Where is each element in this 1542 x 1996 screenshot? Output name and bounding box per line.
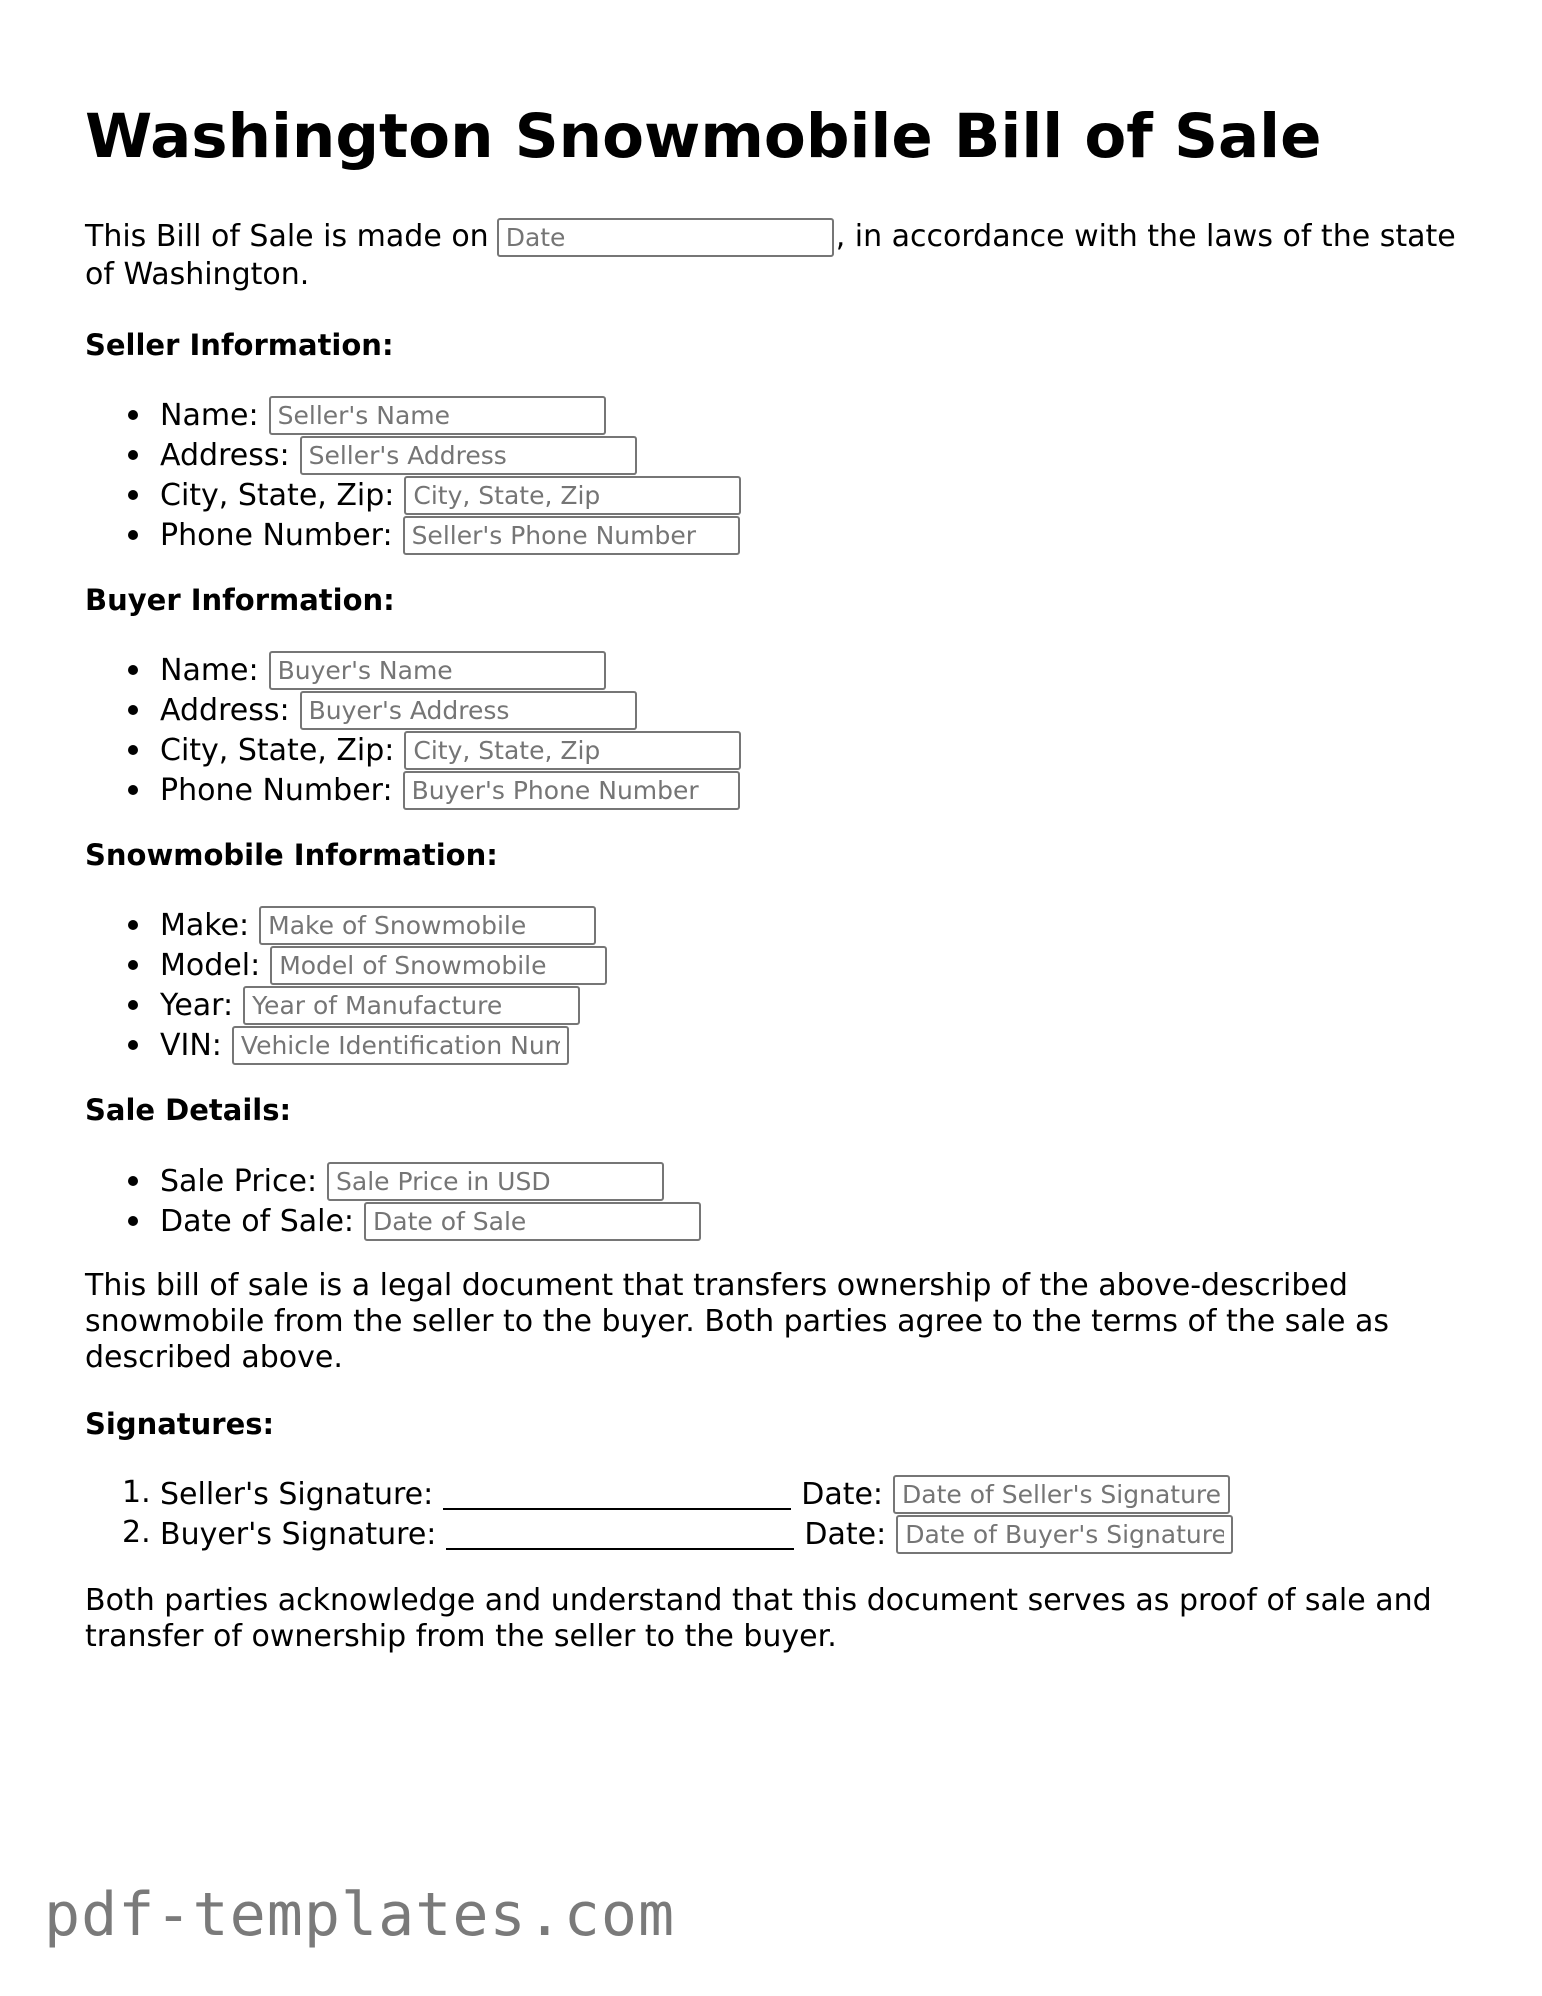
seller-csz-row xyxy=(160,476,741,515)
bullet xyxy=(128,745,138,755)
legal-paragraph: This bill of sale is a legal document that transfers ownership of the above-described snowmobile from the seller to the buyer. Both parties agree to the terms of the sale as described above. xyxy=(85,1268,1390,1375)
seller-phone-label: Phone Number: xyxy=(160,517,393,553)
page-title: Washington Snowmobile Bill of Sale xyxy=(85,101,1322,172)
seller-name-input[interactable] xyxy=(269,396,606,435)
buyer-csz-row xyxy=(160,731,741,770)
intro-paragraph xyxy=(85,218,1465,293)
snowmobile-year-input[interactable] xyxy=(243,986,580,1025)
seller-signature-row xyxy=(160,1475,1230,1514)
signatures-heading: Signatures: xyxy=(85,1407,275,1441)
sale-date-label: Date of Sale: xyxy=(160,1203,355,1239)
snowmobile-vin-row xyxy=(160,1026,569,1065)
snowmobile-year-label: Year: xyxy=(160,987,234,1023)
bullet xyxy=(128,960,138,970)
seller-signature-line[interactable] xyxy=(443,1480,791,1510)
bullet xyxy=(128,920,138,930)
seller-csz-label: City, State, Zip: xyxy=(160,477,395,513)
buyer-signature-label: Buyer's Signature: xyxy=(160,1516,437,1552)
bullet xyxy=(128,1000,138,1010)
snowmobile-model-input[interactable] xyxy=(270,946,607,985)
snowmobile-vin-label: VIN: xyxy=(160,1027,222,1063)
snowmobile-make-row xyxy=(160,906,596,945)
sale-date-input[interactable] xyxy=(364,1202,701,1241)
snowmobile-heading: Snowmobile Information: xyxy=(85,838,498,872)
list-number: 2. xyxy=(122,1515,151,1550)
sale-date-row xyxy=(160,1202,701,1241)
buyer-signature-date-label: Date: xyxy=(804,1516,887,1552)
seller-csz-input[interactable] xyxy=(404,476,741,515)
bullet xyxy=(128,785,138,795)
snowmobile-make-label: Make: xyxy=(160,907,250,943)
buyer-address-input[interactable] xyxy=(300,691,637,730)
seller-name-label: Name: xyxy=(160,397,259,433)
buyer-csz-input[interactable] xyxy=(404,731,741,770)
sale-heading: Sale Details: xyxy=(85,1093,292,1127)
buyer-heading: Buyer Information: xyxy=(85,583,395,617)
seller-phone-row xyxy=(160,516,740,555)
closing-paragraph: Both parties acknowledge and understand that this document serves as proof of sale and transfer of ownership from the seller to the buyer. xyxy=(85,1583,1432,1654)
seller-address-label: Address: xyxy=(160,437,290,473)
buyer-signature-row xyxy=(160,1515,1233,1554)
seller-signature-date-label: Date: xyxy=(801,1476,884,1512)
bullet xyxy=(128,1216,138,1226)
buyer-signature-line[interactable] xyxy=(446,1520,794,1550)
seller-phone-input[interactable] xyxy=(403,516,740,555)
buyer-name-row xyxy=(160,651,606,690)
bullet xyxy=(128,530,138,540)
bullet xyxy=(128,1040,138,1050)
buyer-name-label: Name: xyxy=(160,652,259,688)
intro-text-after: , in accordance with the laws of the state of Washington. xyxy=(85,219,1456,292)
seller-name-row xyxy=(160,396,606,435)
watermark: pdf-templates.com xyxy=(44,1880,676,1950)
bullet xyxy=(128,490,138,500)
sale-price-row xyxy=(160,1162,664,1201)
buyer-address-row xyxy=(160,691,637,730)
bullet xyxy=(128,1176,138,1186)
seller-address-input[interactable] xyxy=(300,436,637,475)
buyer-csz-label: City, State, Zip: xyxy=(160,732,395,768)
buyer-phone-row xyxy=(160,771,740,810)
buyer-phone-input[interactable] xyxy=(403,771,740,810)
sale-price-input[interactable] xyxy=(327,1162,664,1201)
snowmobile-vin-input[interactable] xyxy=(232,1026,569,1065)
sale-price-label: Sale Price: xyxy=(160,1163,318,1199)
snowmobile-model-row xyxy=(160,946,607,985)
bullet xyxy=(128,410,138,420)
snowmobile-make-input[interactable] xyxy=(259,906,596,945)
snowmobile-model-label: Model: xyxy=(160,947,261,983)
seller-address-row xyxy=(160,436,637,475)
bullet xyxy=(128,665,138,675)
seller-heading: Seller Information: xyxy=(85,328,394,362)
buyer-phone-label: Phone Number: xyxy=(160,772,393,808)
snowmobile-year-row xyxy=(160,986,580,1025)
bullet xyxy=(128,450,138,460)
buyer-name-input[interactable] xyxy=(269,651,606,690)
intro-text-before: This Bill of Sale is made on xyxy=(85,219,489,254)
bullet xyxy=(128,705,138,715)
agreement-date-input[interactable] xyxy=(497,218,834,257)
list-number: 1. xyxy=(122,1475,151,1510)
seller-signature-label: Seller's Signature: xyxy=(160,1476,434,1512)
buyer-signature-date-input[interactable] xyxy=(896,1515,1233,1554)
seller-signature-date-input[interactable] xyxy=(893,1475,1230,1514)
buyer-address-label: Address: xyxy=(160,692,290,728)
